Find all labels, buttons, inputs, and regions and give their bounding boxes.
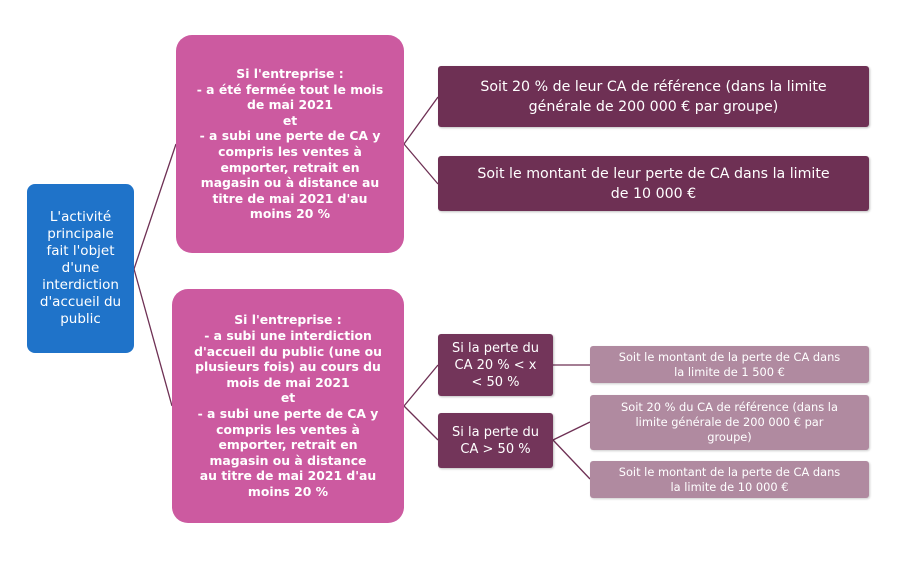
outcome-1500-box: Soit le montant de la perte de CA dans la limite de 1 500 € [590, 346, 869, 383]
connector-cond1-out2 [404, 144, 438, 184]
root-activity-box: L'activité principale fait l'objet d'une interdiction d'accueil du public [27, 184, 134, 353]
connector-perte2-sub3 [553, 440, 590, 479]
connector-cond1-out1 [404, 97, 438, 144]
condition-restricted-box: Si l'entreprise : - a subi une interdiction d'accueil du public (une ou plusieurs fois) au cours du mois de mai 2021 et - a subi une perte de CA y compris les ventes à emporter, retrait en magasin ou à distance au titre de mai 2021 d'au moins 20 % [172, 289, 404, 523]
loss-range-20-50-box: Si la perte du CA 20 % < x < 50 % [438, 334, 553, 396]
connector-perte2-sub2 [553, 422, 590, 440]
outcome-10000-box: Soit le montant de leur perte de CA dans la limite de 10 000 € [438, 156, 869, 211]
outcome-10000-restricted-box: Soit le montant de la perte de CA dans la limite de 10 000 € [590, 461, 869, 498]
connector-cond2-perte1 [404, 365, 438, 406]
loss-range-over-50-box: Si la perte du CA > 50 % [438, 413, 553, 468]
connector-root-cond2 [134, 269, 172, 406]
outcome-20-percent-box: Soit 20 % de leur CA de référence (dans la limite générale de 200 000 € par groupe) [438, 66, 869, 127]
connector-cond2-perte2 [404, 406, 438, 440]
outcome-20-percent-restricted-box: Soit 20 % du CA de référence (dans la limite générale de 200 000 € par groupe) [590, 395, 869, 450]
condition-closed-box: Si l'entreprise : - a été fermée tout le mois de mai 2021 et - a subi une perte de CA y compris les ventes à emporter, retrait en magasin ou à distance au titre de mai 2021 d'au moins 20 % [176, 35, 404, 253]
connector-root-cond1 [134, 144, 176, 269]
